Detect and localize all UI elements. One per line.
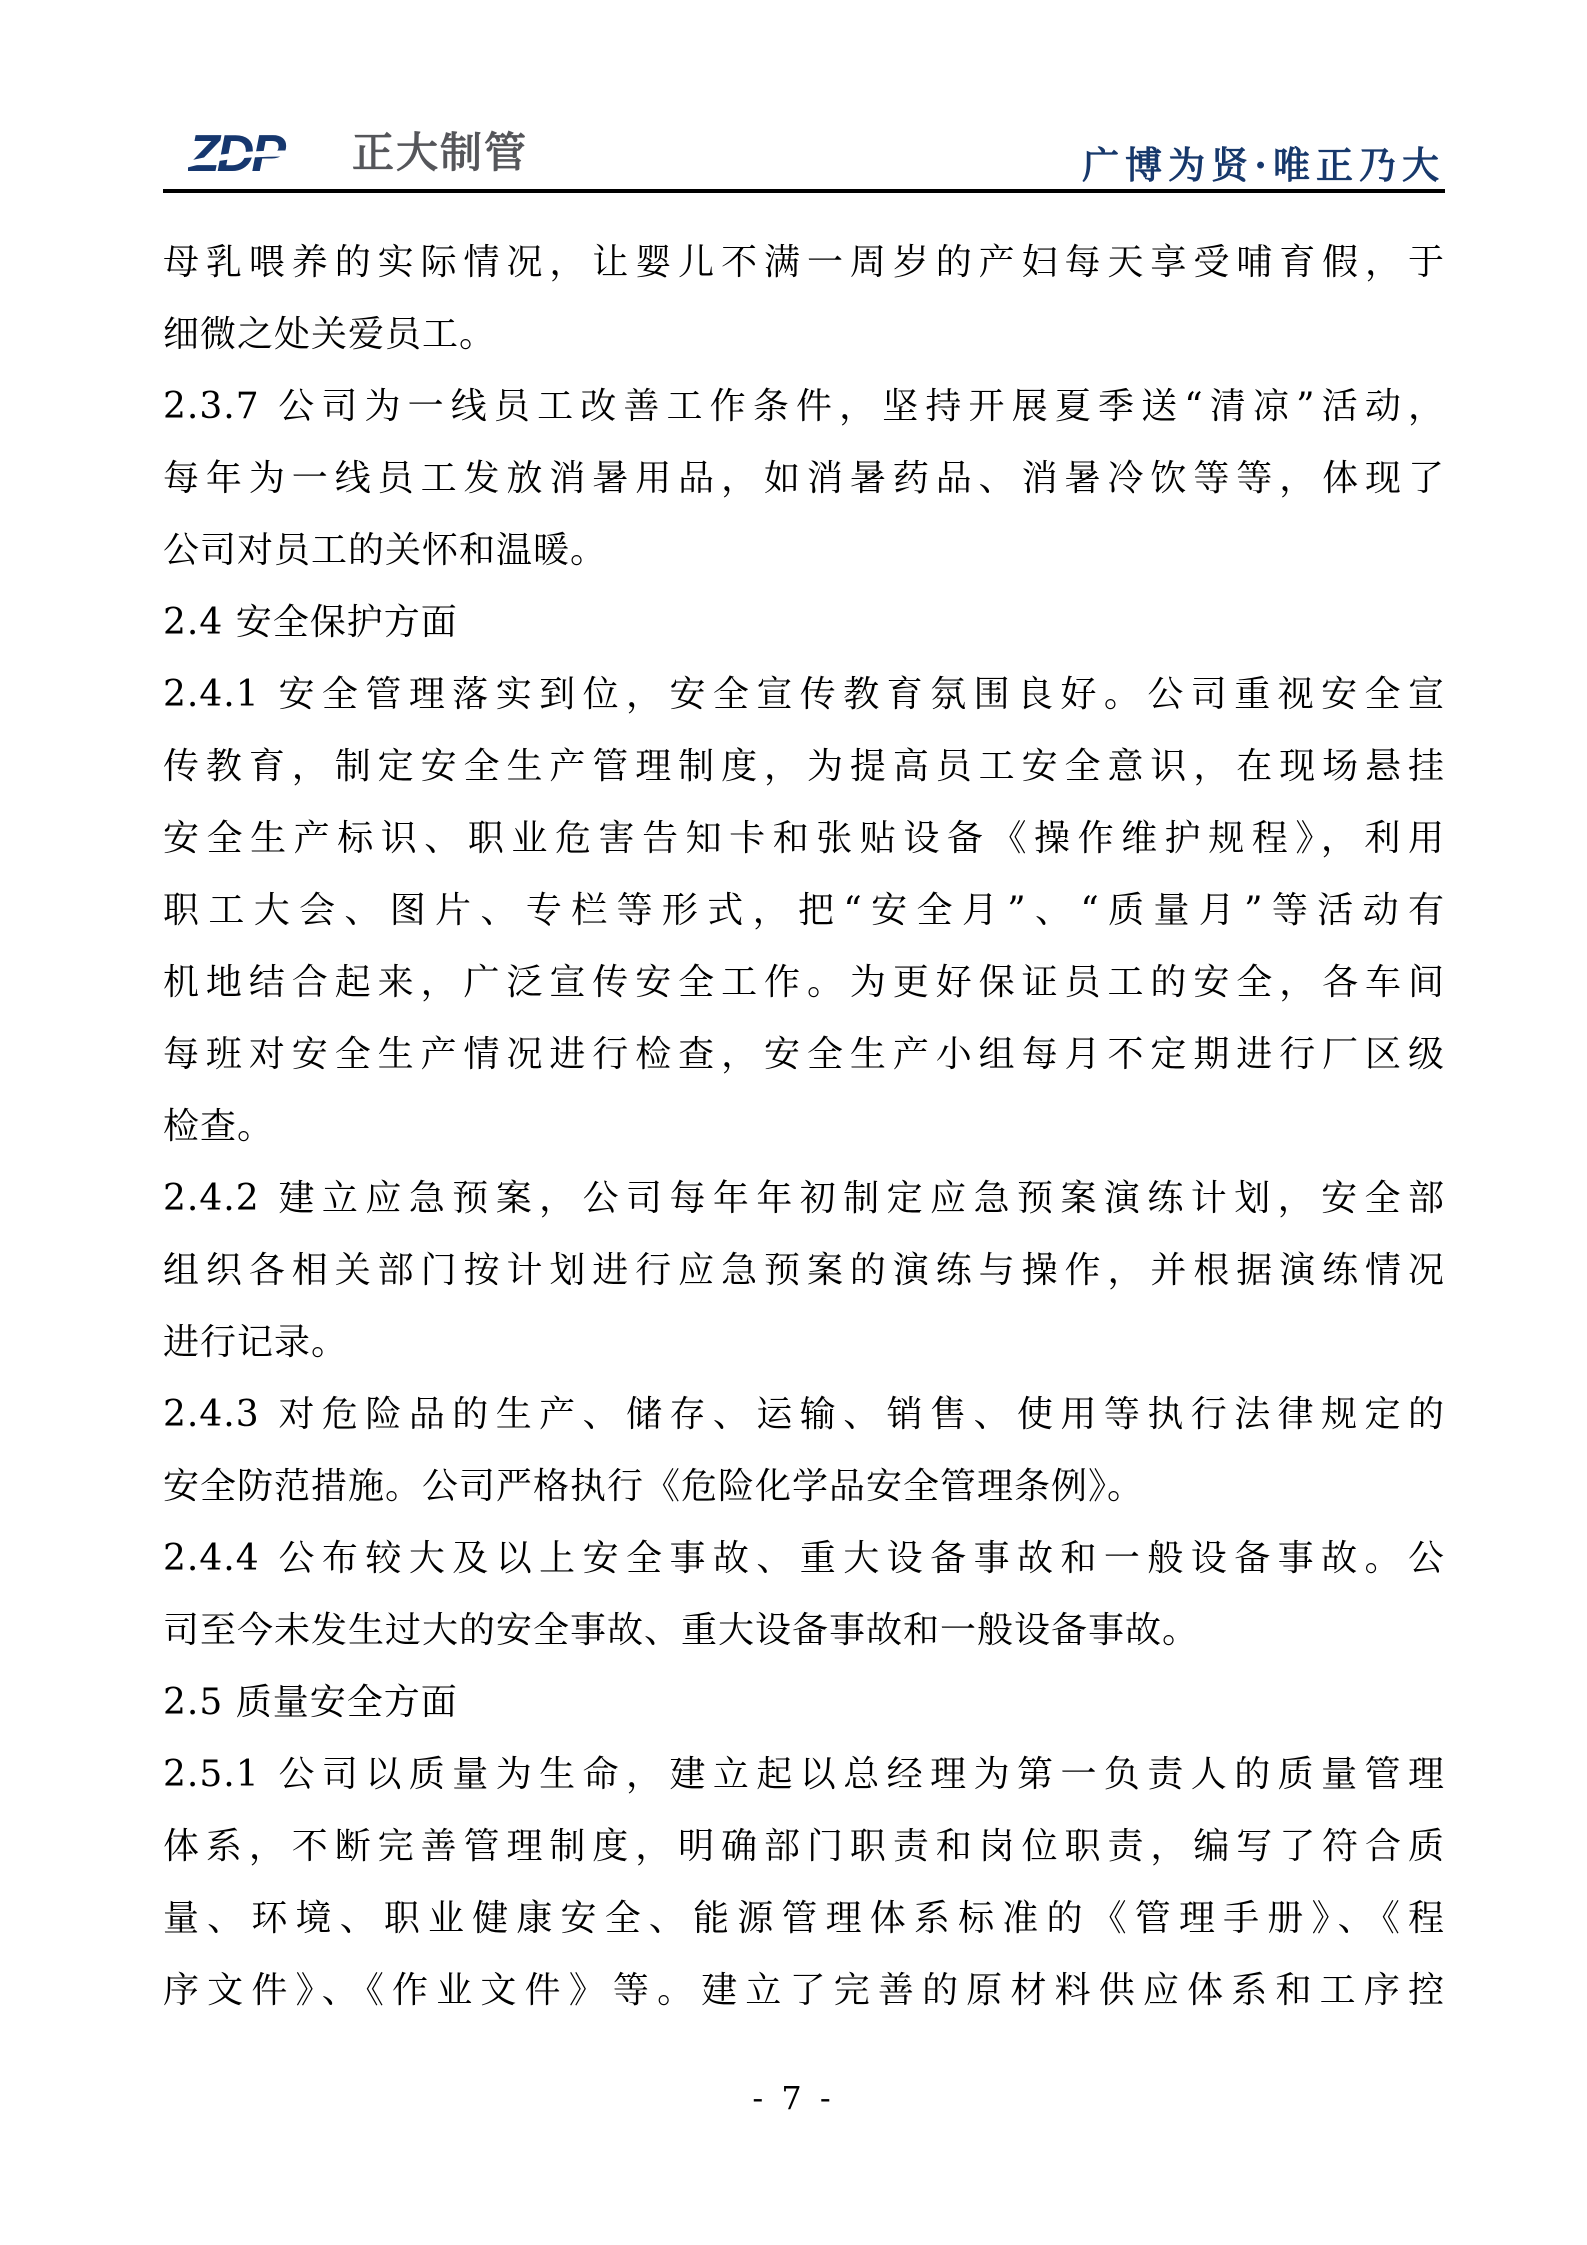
section-heading: 2.5 质量安全方面 [163,1682,458,1723]
text-line: 公司对员工的关怀和温暖。 [163,530,608,571]
text-line: 母乳喂养的实际情况，让婴儿不满一周岁的产妇每天享受哺育假，于 [163,242,1445,283]
text-line: 每班对安全生产情况进行检查，安全生产小组每月不定期进行厂区级 [163,1034,1445,1075]
company-name: 正大制管 [352,129,529,176]
text-line: 组织各相关部门按计划进行应急预案的演练与操作，并根据演练情况 [163,1250,1445,1291]
text-line: 2.4.1 安全管理落实到位，安全宣传教育氛围良好。公司重视安全宣 [163,674,1445,715]
text-line: 职工大会、图片、专栏等形式，把“安全月”、“质量月”等活动有 [163,890,1445,931]
section-heading: 2.4 安全保护方面 [163,602,458,643]
company-logo [188,130,528,176]
zdp-logo-icon [188,130,336,176]
text-line: 2.4.4 公布较大及以上安全事故、重大设备事故和一般设备事故。公 [163,1538,1445,1579]
text-line: 传教育，制定安全生产管理制度，为提高员工安全意识，在现场悬挂 [163,746,1445,787]
text-line: 细微之处关爱员工。 [163,314,497,355]
text-line: 2.5.1 公司以质量为生命，建立起以总经理为第一负责人的质量管理 [163,1754,1445,1795]
text-line: 安全生产标识、职业危害告知卡和张贴设备《操作维护规程》，利用 [163,818,1445,859]
text-line: 每年为一线员工发放消暑用品，如消暑药品、消暑冷饮等等，体现了 [163,458,1445,499]
text-line: 进行记录。 [163,1322,349,1363]
text-line: 2.4.3 对危险品的生产、储存、运输、销售、使用等执行法律规定的 [163,1394,1445,1435]
page-number: - 7 - [752,2079,835,2117]
text-line: 检查。 [163,1106,275,1147]
text-line: 体系，不断完善管理制度，明确部门职责和岗位职责，编写了符合质 [163,1826,1445,1867]
text-line: 机地结合起来，广泛宣传安全工作。为更好保证员工的安全，各车间 [163,962,1445,1003]
text-line: 2.3.7 公司为一线员工改善工作条件，坚持开展夏季送“清凉”活动， [163,386,1445,427]
text-line: 司至今未发生过大的安全事故、重大设备事故和一般设备事故。 [163,1610,1200,1651]
text-line: 安全防范措施。公司严格执行《危险化学品安全管理条例》。 [163,1466,1145,1507]
text-line: 2.4.2 建立应急预案，公司每年年初制定应急预案演练计划，安全部 [163,1178,1445,1219]
document-body [163,227,1445,2027]
svg-text:ZDP: ZDP [188,130,283,176]
header-divider [163,189,1445,193]
text-line: 序文件》、《作业文件》等。建立了完善的原材料供应体系和工序控 [163,1970,1445,2011]
company-slogan: 广博为贤·唯正乃大 [1082,143,1445,187]
text-line: 量、环境、职业健康安全、能源管理体系标准的《管理手册》、《程 [163,1898,1445,1939]
